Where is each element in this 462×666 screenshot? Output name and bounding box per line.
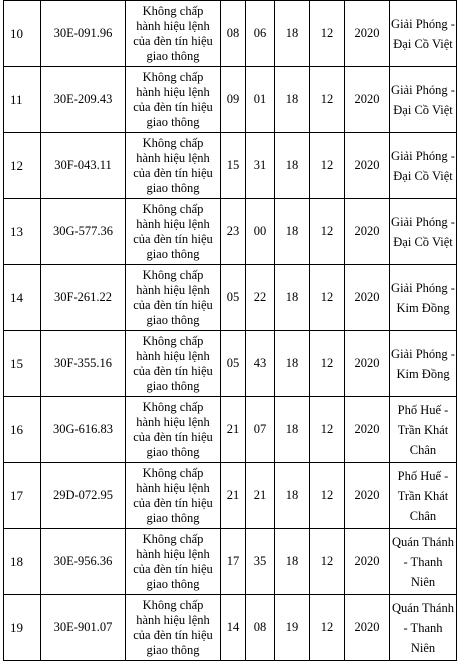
violation-description-line: hành hiệu lệnh	[136, 546, 210, 561]
violation-description-line: của đèn tín hiệu	[133, 627, 213, 642]
row-number-cell: 15	[4, 331, 41, 397]
violation-description-line: hành hiệu lệnh	[136, 612, 210, 627]
violation-description-line: của đèn tín hiệu	[133, 363, 213, 378]
violation-hour-cell: 05	[221, 331, 246, 397]
violation-hour-cell: 05	[221, 265, 246, 331]
violation-location-cell	[390, 529, 457, 595]
table-row	[4, 67, 457, 133]
violation-location-line: Trần Khát	[397, 488, 449, 503]
violation-description-line: của đèn tín hiệu	[133, 99, 213, 114]
row-number-cell: 12	[4, 133, 41, 199]
violation-minute-cell: 35	[246, 529, 275, 595]
violation-location-line: Đại Cồ Việt	[393, 168, 453, 183]
violation-description-line: giao thông	[146, 246, 200, 261]
violation-year-cell: 2020	[345, 331, 390, 397]
violation-description-line: giao thông	[146, 180, 200, 195]
violation-description-line: Không chấp	[142, 531, 204, 546]
violation-month-cell: 12	[310, 529, 345, 595]
violation-description-line: của đèn tín hiệu	[133, 561, 213, 576]
violation-location-cell	[390, 265, 457, 331]
table-row	[4, 331, 457, 397]
violation-location-line: Kim Đồng	[396, 366, 450, 381]
violation-day-cell: 18	[275, 67, 310, 133]
violation-minute-cell: 00	[246, 199, 275, 265]
table-row	[4, 133, 457, 199]
license-plate-cell: 30F-261.22	[41, 265, 126, 331]
violation-minute-cell: 07	[246, 397, 275, 463]
violation-description-line: giao thông	[146, 510, 200, 525]
violation-description-line: giao thông	[146, 114, 200, 129]
violation-minute-cell: 43	[246, 331, 275, 397]
violation-day-cell: 18	[275, 133, 310, 199]
violation-location-line: Giải Phóng -	[391, 214, 455, 229]
violation-location-cell	[390, 595, 457, 661]
violation-minute-cell: 06	[246, 1, 275, 67]
license-plate-cell: 30F-043.11	[41, 133, 126, 199]
violation-location-line: Quán Thánh	[392, 534, 454, 549]
violation-location-line: Kim Đồng	[396, 300, 450, 315]
violation-minute-cell: 31	[246, 133, 275, 199]
violation-location-line: - Thanh Niên	[403, 620, 443, 655]
violation-description-line: Không chấp	[142, 135, 204, 150]
violation-month-cell: 12	[310, 463, 345, 529]
violation-day-cell: 18	[275, 529, 310, 595]
violation-year-cell: 2020	[345, 463, 390, 529]
license-plate-cell: 30G-616.83	[41, 397, 126, 463]
violation-description-cell	[126, 1, 221, 67]
license-plate-cell: 29D-072.95	[41, 463, 126, 529]
violation-location-cell	[390, 1, 457, 67]
violation-day-cell: 18	[275, 199, 310, 265]
violation-description-line: hành hiệu lệnh	[136, 216, 210, 231]
violation-year-cell: 2020	[345, 67, 390, 133]
violation-month-cell: 12	[310, 265, 345, 331]
violation-description-line: Không chấp	[142, 201, 204, 216]
violation-description-line: của đèn tín hiệu	[133, 165, 213, 180]
violation-description-line: hành hiệu lệnh	[136, 84, 210, 99]
violation-location-line: Đại Cồ Việt	[393, 102, 453, 117]
violation-description-cell	[126, 463, 221, 529]
violation-description-line: hành hiệu lệnh	[136, 414, 210, 429]
violation-description-line: của đèn tín hiệu	[133, 495, 213, 510]
violation-description-line: hành hiệu lệnh	[136, 282, 210, 297]
violation-year-cell: 2020	[345, 199, 390, 265]
violation-location-line: Giải Phóng -	[391, 82, 455, 97]
violation-location-line: Giải Phóng -	[391, 280, 455, 295]
table-row	[4, 529, 457, 595]
table-row	[4, 1, 457, 67]
violation-location-cell	[390, 133, 457, 199]
violation-hour-cell: 08	[221, 1, 246, 67]
violation-description-line: của đèn tín hiệu	[133, 231, 213, 246]
row-number-cell: 10	[4, 1, 41, 67]
table-row	[4, 463, 457, 529]
violation-location-line: Giải Phóng -	[391, 148, 455, 163]
violation-location-line: Đại Cồ Việt	[393, 234, 453, 249]
violation-description-cell	[126, 397, 221, 463]
violation-month-cell: 12	[310, 331, 345, 397]
table-row	[4, 397, 457, 463]
license-plate-cell: 30E-901.07	[41, 595, 126, 661]
violation-hour-cell: 14	[221, 595, 246, 661]
violation-location-line: Phố Huế -	[397, 402, 449, 417]
row-number-cell: 18	[4, 529, 41, 595]
violation-location-cell	[390, 67, 457, 133]
violation-description-line: giao thông	[146, 312, 200, 327]
violation-month-cell: 12	[310, 67, 345, 133]
violation-description-line: hành hiệu lệnh	[136, 480, 210, 495]
violation-location-cell	[390, 199, 457, 265]
violation-description-line: của đèn tín hiệu	[133, 297, 213, 312]
violation-description-line: Không chấp	[142, 399, 204, 414]
violation-minute-cell: 01	[246, 67, 275, 133]
violation-month-cell: 12	[310, 133, 345, 199]
violation-description-line: giao thông	[146, 642, 200, 657]
license-plate-cell: 30E-956.36	[41, 529, 126, 595]
violation-description-line: của đèn tín hiệu	[133, 429, 213, 444]
violation-location-line: Quán Thánh	[392, 600, 454, 615]
violation-description-line: Không chấp	[142, 597, 204, 612]
violation-description-cell	[126, 67, 221, 133]
violation-minute-cell: 08	[246, 595, 275, 661]
violation-minute-cell: 22	[246, 265, 275, 331]
violation-month-cell: 12	[310, 595, 345, 661]
violation-description-cell	[126, 265, 221, 331]
violation-location-line: Chân	[409, 442, 437, 457]
violation-description-cell	[126, 529, 221, 595]
license-plate-cell: 30E-091.96	[41, 1, 126, 67]
violation-location-line: - Thanh Niên	[403, 554, 443, 589]
violation-year-cell: 2020	[345, 397, 390, 463]
row-number-cell: 17	[4, 463, 41, 529]
violations-table-body	[4, 1, 457, 661]
row-number-cell: 19	[4, 595, 41, 661]
violation-hour-cell: 23	[221, 199, 246, 265]
violation-year-cell: 2020	[345, 1, 390, 67]
row-number-cell: 14	[4, 265, 41, 331]
violation-location-line: Trần Khát	[397, 422, 449, 437]
violation-year-cell: 2020	[345, 595, 390, 661]
violation-description-line: hành hiệu lệnh	[136, 150, 210, 165]
violation-day-cell: 19	[275, 595, 310, 661]
license-plate-cell: 30E-209.43	[41, 67, 126, 133]
violation-description-line: hành hiệu lệnh	[136, 348, 210, 363]
row-number-cell: 13	[4, 199, 41, 265]
violation-description-line: giao thông	[146, 444, 200, 459]
violation-description-cell	[126, 133, 221, 199]
violation-location-cell	[390, 331, 457, 397]
table-row	[4, 265, 457, 331]
violation-description-line: Không chấp	[142, 465, 204, 480]
violation-description-line: Không chấp	[142, 69, 204, 84]
license-plate-cell: 30F-355.16	[41, 331, 126, 397]
violation-description-line: Không chấp	[142, 3, 204, 18]
violation-month-cell: 12	[310, 199, 345, 265]
violation-location-line: Giải Phóng -	[391, 16, 455, 31]
license-plate-cell: 30G-577.36	[41, 199, 126, 265]
violation-location-line: Chân	[409, 508, 437, 523]
violation-month-cell: 12	[310, 397, 345, 463]
violation-description-line: giao thông	[146, 48, 200, 63]
violation-hour-cell: 21	[221, 397, 246, 463]
violation-year-cell: 2020	[345, 133, 390, 199]
violation-location-cell	[390, 397, 457, 463]
violation-year-cell: 2020	[345, 265, 390, 331]
violation-day-cell: 18	[275, 397, 310, 463]
violation-location-cell	[390, 463, 457, 529]
violation-year-cell: 2020	[345, 529, 390, 595]
violation-month-cell: 12	[310, 1, 345, 67]
violation-hour-cell: 21	[221, 463, 246, 529]
violation-day-cell: 18	[275, 331, 310, 397]
violation-location-line: Phố Huế -	[397, 468, 449, 483]
row-number-cell: 16	[4, 397, 41, 463]
violation-description-line: của đèn tín hiệu	[133, 33, 213, 48]
violation-description-line: giao thông	[146, 576, 200, 591]
violation-location-line: Đại Cồ Việt	[393, 36, 453, 51]
violation-description-line: Không chấp	[142, 333, 204, 348]
violations-table	[3, 0, 457, 661]
violation-day-cell: 18	[275, 463, 310, 529]
row-number-cell: 11	[4, 67, 41, 133]
violation-hour-cell: 17	[221, 529, 246, 595]
violation-description-line: hành hiệu lệnh	[136, 18, 210, 33]
violation-minute-cell: 21	[246, 463, 275, 529]
violation-description-cell	[126, 199, 221, 265]
violation-day-cell: 18	[275, 1, 310, 67]
violation-description-cell	[126, 331, 221, 397]
table-row	[4, 199, 457, 265]
violation-location-line: Giải Phóng -	[391, 346, 455, 361]
violation-description-line: Không chấp	[142, 267, 204, 282]
table-row	[4, 595, 457, 661]
violation-description-line: giao thông	[146, 378, 200, 393]
violation-day-cell: 18	[275, 265, 310, 331]
violation-description-cell	[126, 595, 221, 661]
violation-hour-cell: 15	[221, 133, 246, 199]
violation-hour-cell: 09	[221, 67, 246, 133]
